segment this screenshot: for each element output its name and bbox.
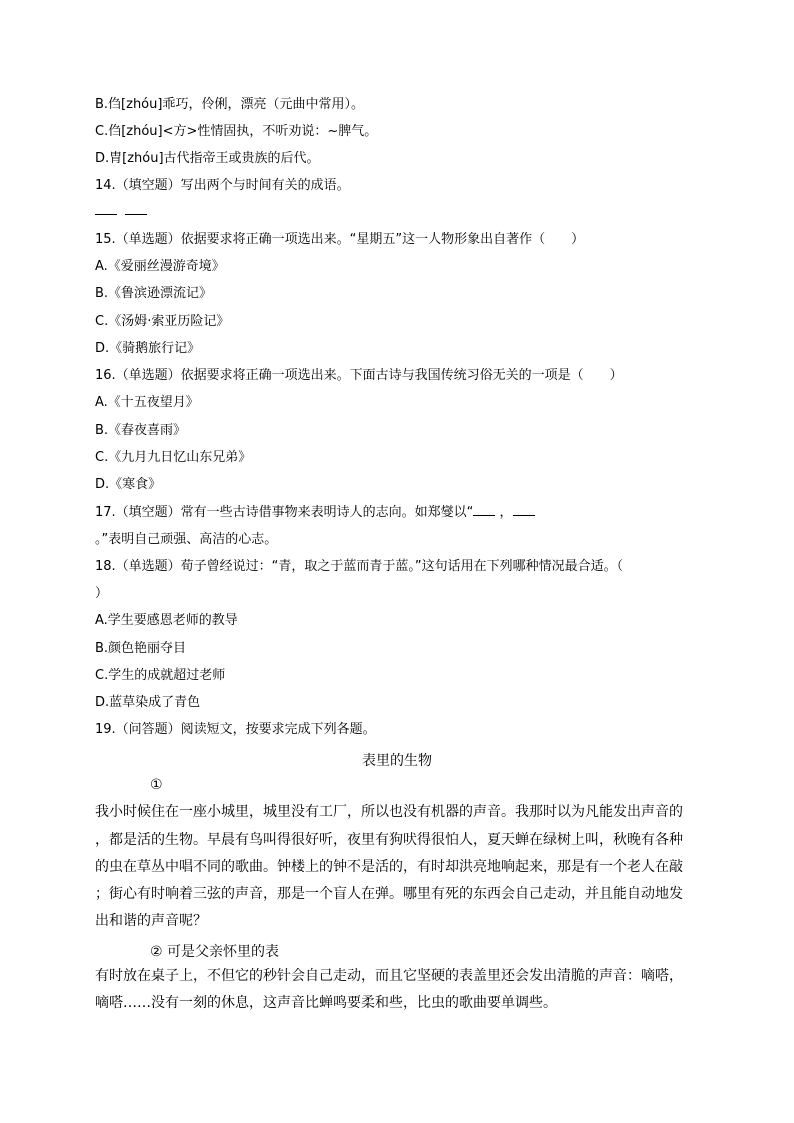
q18-option-c[interactable]: C.学生的成就超过老师: [95, 668, 226, 683]
section-marker-1: ①: [150, 777, 163, 793]
q16-option-a[interactable]: A.《十五夜望月》: [95, 395, 199, 410]
q18-option-b[interactable]: B.颜色艳丽夺目: [95, 641, 187, 656]
answer-blank[interactable]: [473, 505, 495, 516]
q13-option-d: D.胄[zhóu]古代指帝王或贵族的后代。: [95, 151, 320, 166]
q13-option-b: B.㑇[zhóu]乖巧，伶俐，漂亮（元曲中常用）。: [95, 97, 364, 112]
q18-stem-b: ）: [95, 586, 109, 601]
q16-option-b[interactable]: B.《春夜喜雨》: [95, 423, 187, 438]
q16-stem: 16.（单选题）依据要求将正确一项选出来。下面古诗与我国传统习俗无关的一项是（ ）: [95, 368, 623, 383]
passage-line: 我小时候住在一座小城里，城里没有工厂，所以也没有机器的声音。我那时以为凡能发出声音的: [95, 804, 683, 820]
answer-blank[interactable]: [95, 204, 117, 215]
answer-blank[interactable]: [513, 505, 535, 516]
q14-answer-blanks[interactable]: [95, 204, 147, 220]
q15-option-a[interactable]: A.《爱丽丝漫游奇境》: [95, 259, 225, 274]
q14-stem: 14.（填空题）写出两个与时间有关的成语。: [95, 178, 350, 193]
q17-stem-b: 。”表明自己顽强、高洁的心志。: [95, 532, 278, 547]
passage-line: ，都是活的生物。早晨有鸟叫得很好听，夜里有狗吠得很怕人，夏天蝉在绿树上叫，秋晚有各种: [95, 832, 683, 848]
q16-option-d[interactable]: D.《寒食》: [95, 477, 162, 492]
passage-line: 出和谐的声音呢？: [95, 913, 207, 929]
q15-option-c[interactable]: C.《汤姆·索亚历险记》: [95, 314, 230, 329]
passage-line: ；街心有时响着三弦的声音，那是一个盲人在弹。哪里有死的东西会自己走动，并且能自动地发: [95, 886, 683, 902]
q18-stem-a: 18.（单选题）荀子曾经说过：“青，取之于蓝而青于蓝。”这句话用在下列哪种情况最合适。（: [95, 559, 624, 574]
q15-option-b[interactable]: B.《鲁滨逊漂流记》: [95, 286, 213, 301]
passage-line: 嘀嗒……没有一刻的休息，这声音比蝉鸣要柔和些，比虫的歌曲要单调些。: [95, 995, 557, 1011]
passage-line: 有时放在桌子上，不但它的秒针会自己走动，而且它坚硬的表盖里还会发出清脆的声音：嘀嗒，: [95, 968, 683, 984]
q17-stem-line1: [95, 505, 535, 521]
q17-stem-a: 17.（填空题）常有一些古诗借事物来表明诗人的志向。如郑燮以“: [95, 505, 474, 520]
q18-option-a[interactable]: A.学生要感恩老师的教导: [95, 613, 238, 628]
q15-option-d[interactable]: D.《骑鹅旅行记》: [95, 341, 201, 356]
q13-option-c: C.㑇[zhóu]<方>性情固执，不听劝说：~脾气。: [95, 124, 378, 139]
q18-option-d[interactable]: D.蓝草染成了青色: [95, 695, 201, 710]
passage-title: 表里的生物: [362, 753, 432, 769]
q16-option-c[interactable]: C.《九月九日忆山东兄弟》: [95, 450, 252, 465]
passage-line: 的虫在草丛中唱不同的歌曲。钟楼上的钟不是活的，有时却洪亮地响起来，那是有一个老人在敲: [95, 859, 683, 875]
section-marker-2: ② 可是父亲怀里的表: [150, 944, 280, 960]
answer-blank[interactable]: [125, 204, 147, 215]
q19-stem: 19.（问答题）阅读短文，按要求完成下列各题。: [95, 722, 376, 737]
q17-separator: ，: [495, 505, 513, 520]
q15-stem: 15.（单选题）依据要求将正确一项选出来。“星期五”这一人物形象出自著作（ ）: [95, 232, 585, 247]
